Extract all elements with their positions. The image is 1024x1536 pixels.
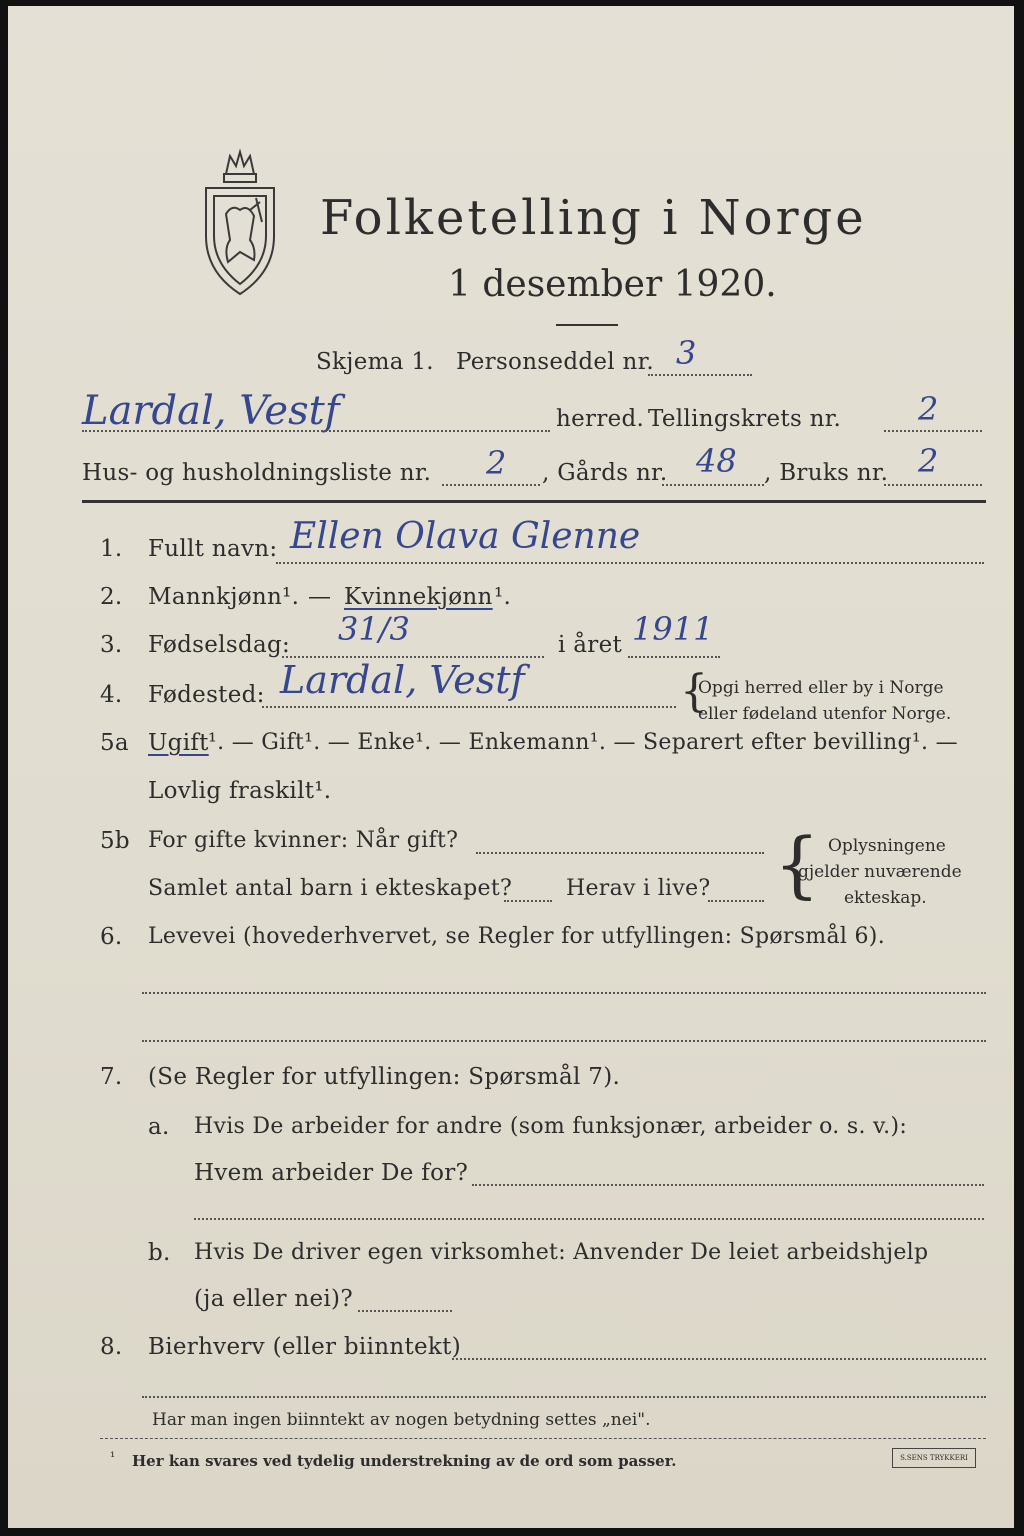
q5b-line1: For gifte kvinner: Når gift? xyxy=(148,828,459,853)
schema-label: Skjema 1. xyxy=(316,349,434,375)
q5a-ugift-selected: Ugift xyxy=(148,730,209,756)
q5a-line2: Lovlig fraskilt¹. xyxy=(148,778,332,804)
q4-value: Lardal, Vestf xyxy=(280,658,525,702)
herred-value: Lardal, Vestf xyxy=(82,388,340,434)
personseddel-line xyxy=(648,374,752,376)
gards-line xyxy=(662,484,764,486)
q2-female-selected: Kvinnekjønn xyxy=(344,584,493,610)
bruks-value: 2 xyxy=(918,442,939,480)
coat-of-arms-icon xyxy=(196,144,284,304)
personseddel-value: 3 xyxy=(676,334,697,372)
form-title: Folketelling i Norge xyxy=(320,190,867,246)
q5a-options: ¹. — Gift¹. — Enke¹. — Enkemann¹. — Separert efter bevilling¹. — xyxy=(208,730,958,755)
q5b-live-line xyxy=(708,900,764,902)
q1-number: 1. xyxy=(100,536,123,562)
q3-label: Fødselsdag: xyxy=(148,632,291,658)
q1-value: Ellen Olava Glenne xyxy=(290,516,641,557)
q4-number: 4. xyxy=(100,682,123,708)
q7a-letter: a. xyxy=(148,1114,170,1140)
q7b-answer-line xyxy=(358,1310,452,1312)
q1-label: Fullt navn: xyxy=(148,536,278,562)
q4-line xyxy=(262,706,676,708)
q7-number: 7. xyxy=(100,1064,123,1090)
q3-year-line xyxy=(628,656,720,658)
q7a-answer-line2 xyxy=(194,1218,984,1220)
herred-label: herred. xyxy=(556,406,645,432)
q6-label: Levevei (hovederhvervet, se Regler for utfyllingen: Spørsmål 6). xyxy=(148,924,885,949)
hus-line xyxy=(442,484,540,486)
q5b-live: Herav i live? xyxy=(566,876,711,901)
q2-male: Mannkjønn¹. xyxy=(148,584,300,610)
q6-number: 6. xyxy=(100,924,123,950)
q4-note-line1: Opgi herred eller by i Norge xyxy=(698,678,944,698)
q4-brace: { xyxy=(680,666,708,717)
tellingskrets-value: 2 xyxy=(918,390,939,428)
q5b-brace: { xyxy=(774,822,820,906)
q7b-letter: b. xyxy=(148,1240,171,1266)
q4-note-line2: eller fødeland utenfor Norge. xyxy=(698,704,952,724)
q6-line1 xyxy=(142,992,986,994)
q7-label: (Se Regler for utfyllingen: Spørsmål 7). xyxy=(148,1064,621,1090)
tellingskrets-label: Tellingskrets nr. xyxy=(648,406,842,432)
q8-answer-line2 xyxy=(142,1396,986,1398)
q4-label: Fødested: xyxy=(148,682,265,708)
gards-label: , Gårds nr. xyxy=(542,460,668,486)
q5b-number: 5b xyxy=(100,828,130,854)
printer-stamp: S.SENS TRYKKERI xyxy=(892,1448,976,1468)
census-form xyxy=(8,6,1014,1528)
q2-dash: — xyxy=(308,584,332,610)
q7b-line2: (ja eller nei)? xyxy=(194,1286,353,1312)
footnote-text: Her kan svares ved tydelig understrekning av de ord som passer. xyxy=(132,1452,677,1470)
q7a-line1: Hvis De arbeider for andre (som funksjonær, arbeider o. s. v.): xyxy=(194,1114,908,1139)
q2-female-sup: ¹. xyxy=(494,584,512,610)
q3-number: 3. xyxy=(100,632,123,658)
q5b-children-line xyxy=(504,900,552,902)
q5b-note2: gjelder nuværende xyxy=(798,862,962,882)
q3-year-value: 1911 xyxy=(632,610,714,648)
q5b-note1: Oplysningene xyxy=(828,836,946,856)
q6-line2 xyxy=(142,1040,986,1042)
q7a-answer-line xyxy=(472,1184,984,1186)
q7a-line2: Hvem arbeider De for? xyxy=(194,1160,469,1186)
q1-line xyxy=(276,562,984,564)
q3-value: 31/3 xyxy=(338,610,410,648)
bruks-label: , Bruks nr. xyxy=(764,460,889,486)
q8-answer-line xyxy=(452,1358,986,1360)
q8-label: Bierhverv (eller biinntekt) xyxy=(148,1334,461,1360)
herred-line xyxy=(82,430,550,432)
form-date: 1 desember 1920. xyxy=(448,264,777,305)
footer-divider xyxy=(100,1438,986,1439)
q5b-note3: ekteskap. xyxy=(844,888,927,908)
tellingskrets-line xyxy=(884,430,982,432)
q5b-married-line xyxy=(476,852,764,854)
footnote-mark: ¹ xyxy=(110,1450,116,1465)
hus-label: Hus- og husholdningsliste nr. xyxy=(82,460,432,486)
q5a-number: 5a xyxy=(100,730,129,756)
q5b-line2: Samlet antal barn i ekteskapet? xyxy=(148,876,513,901)
header-divider xyxy=(82,500,986,503)
gards-value: 48 xyxy=(696,442,737,480)
hus-value: 2 xyxy=(486,444,507,482)
bruks-line xyxy=(884,484,982,486)
q2-number: 2. xyxy=(100,584,123,610)
q8-number: 8. xyxy=(100,1334,123,1360)
q3-year-label: i året xyxy=(558,632,623,658)
footer-note: Har man ingen biinntekt av nogen betydning settes „nei". xyxy=(152,1410,651,1430)
q7b-line1: Hvis De driver egen virksomhet: Anvender De leiet arbeidshjelp xyxy=(194,1240,929,1265)
title-divider xyxy=(556,324,618,326)
personseddel-label: Personseddel nr. xyxy=(456,349,655,375)
